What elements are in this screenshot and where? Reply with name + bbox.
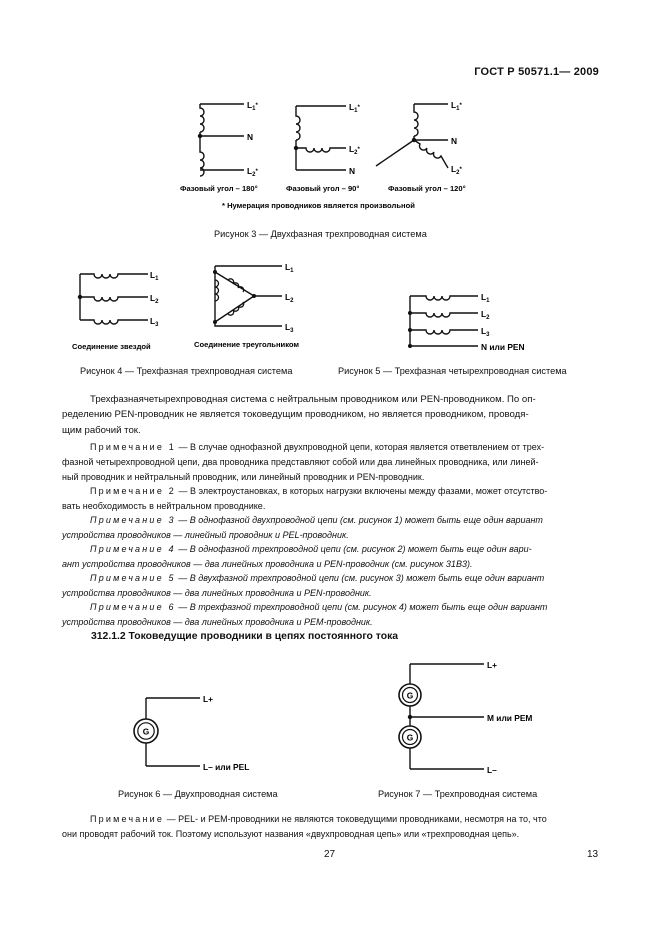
junction-dot <box>412 138 416 142</box>
svg-text:L1*: $L_1^*$ <box>349 102 360 114</box>
figure-3-caption: Рисунок 3 — Двухфазная трехпроводная система <box>214 229 427 239</box>
page-number-right: 13 <box>587 849 599 860</box>
svg-text:L1: $L_1$ <box>150 270 159 282</box>
figure-5-caption: Рисунок 5 — Трехфазная четырехпроводная система <box>338 366 567 376</box>
note-4: Примечание 4 — В однофазной трехпроводной цепи (см. рисунок 2) может быть еще один вари- ант устройства проводников — два линейных проводника и PEN-проводник (см. рисунок 31В3). <box>62 544 532 569</box>
fig3a-label: Фазовый угол – 180° <box>180 184 258 193</box>
svg-text:L1*: $L_1^*$ <box>247 100 258 112</box>
figure-6-caption: Рисунок 6 — Двухпроводная система <box>118 789 278 799</box>
page-number-center: 27 <box>324 849 336 860</box>
svg-text:L2*: $L_2^*$ <box>451 164 462 176</box>
fig5-n-label: N или PEN <box>481 342 525 352</box>
fig6-lminus-label: L– или PEL <box>203 762 250 772</box>
svg-text:L3: $L_3$ <box>481 326 490 338</box>
note-2: Примечание 2 — В электроустановках, в которых нагрузки включены между фазами, может отсутство- вать необходимость в нейтральном проводнике. <box>62 486 548 511</box>
svg-text:L1*: $L_1^*$ <box>451 100 462 112</box>
svg-text:L2: $L_2$ <box>285 292 294 304</box>
fig7-lminus-label: L– <box>487 765 497 775</box>
fig3-footnote: * Нумерация проводников является произвольной <box>222 201 415 210</box>
junction-dot <box>294 146 298 150</box>
junction-dot <box>213 270 217 274</box>
figure-6-diagram <box>110 686 280 778</box>
junction-dot <box>408 715 412 719</box>
figure-7-diagram <box>380 656 550 776</box>
fig3b-label: Фазовый угол – 90° <box>286 184 360 193</box>
fig6-g-label: G <box>142 726 150 737</box>
svg-text:L1: $L_1$ <box>481 292 490 304</box>
svg-text:L3: $L_3$ <box>150 316 159 328</box>
svg-text:L2: $L_2$ <box>481 309 490 321</box>
note-6: Примечание 6 — В трехфазной трехпроводной цепи (см. рисунок 4) может быть еще один вариант устройства проводников — два линейных проводника и PEM-проводник. <box>62 602 548 627</box>
fig7-lplus-label: L+ <box>487 660 498 670</box>
paragraph-three-phase: Трехфазнаячетырехпроводная система с нейтральным проводником или PEN-проводником. По оп- ределению PEN-проводник не является токоведущим проводником, но является проводником, проводя- щим рабочий ток. <box>62 394 536 436</box>
fig4-delta-label: Соединение треугольником <box>194 340 300 349</box>
junction-dot <box>408 328 412 332</box>
section-heading: 312.1.2 Токоведущие проводники в цепях постоянного тока <box>91 631 399 642</box>
fig3c-n-label: N <box>451 136 458 146</box>
figure-4-caption: Рисунок 4 — Трехфазная трехпроводная система <box>80 366 293 376</box>
fig3a-n-label: N <box>247 132 254 142</box>
fig3b-n-label: N <box>349 166 356 176</box>
final-note: Примечание — PEL- и PEM-проводники не являются токоведущими проводниками, несмотря на то, что они проводят рабочий ток. Поэтому используют названия «двухпроводная цепь» или «трехпроводная цепь». <box>62 814 547 839</box>
svg-text:L1: $L_1$ <box>285 262 294 274</box>
junction-dot <box>213 320 217 324</box>
note-1: Примечание 1 — В случае однофазной двухпроводной цепи, которая является ответвлением от трех- фазной четырехпроводной цепи, два проводника представляют собой или два линейных проводника, или линей- ный проводник и нейтральный проводник, или линейный проводник и PEN-проводник. <box>62 442 545 482</box>
junction-dot <box>78 295 82 299</box>
svg-text:L3: $L_3$ <box>285 322 294 334</box>
svg-text:L2*: $L_2^*$ <box>349 144 360 156</box>
junction-dot <box>198 134 202 138</box>
svg-text:L2*: $L_2^*$ <box>247 166 258 178</box>
junction-dot <box>408 344 412 348</box>
junction-dot <box>408 311 412 315</box>
fig7-g1-label: G <box>406 690 414 701</box>
figure-5-diagram <box>398 284 548 356</box>
fig7-g2-label: G <box>406 732 414 743</box>
fig3c-label: Фазовый угол – 120° <box>388 184 466 193</box>
figure-3-diagram <box>170 92 500 220</box>
fig6-lplus-label: L+ <box>203 694 214 704</box>
figure-4-diagram <box>68 258 330 356</box>
junction-dot <box>252 294 256 298</box>
document-header: ГОСТ Р 50571.1— 2009 <box>474 66 599 78</box>
fig4-star-label: Соединение звездой <box>72 342 151 351</box>
note-3: Примечание 3 — В однофазной двухпроводной цепи (см. рисунок 1) может быть еще один вариант устройства проводников — линейный проводник и PEL-проводник. <box>62 515 543 540</box>
figure-7-caption: Рисунок 7 — Трехпроводная система <box>378 789 538 799</box>
note-5: Примечание 5 — В двухфазной трехпроводной цепи (см. рисунок 3) может быть еще один вариант устройства проводников — два линейных проводника и PEN-проводник. <box>62 573 545 598</box>
fig7-m-label: M или PEM <box>487 713 533 723</box>
svg-text:L2: $L_2$ <box>150 293 159 305</box>
